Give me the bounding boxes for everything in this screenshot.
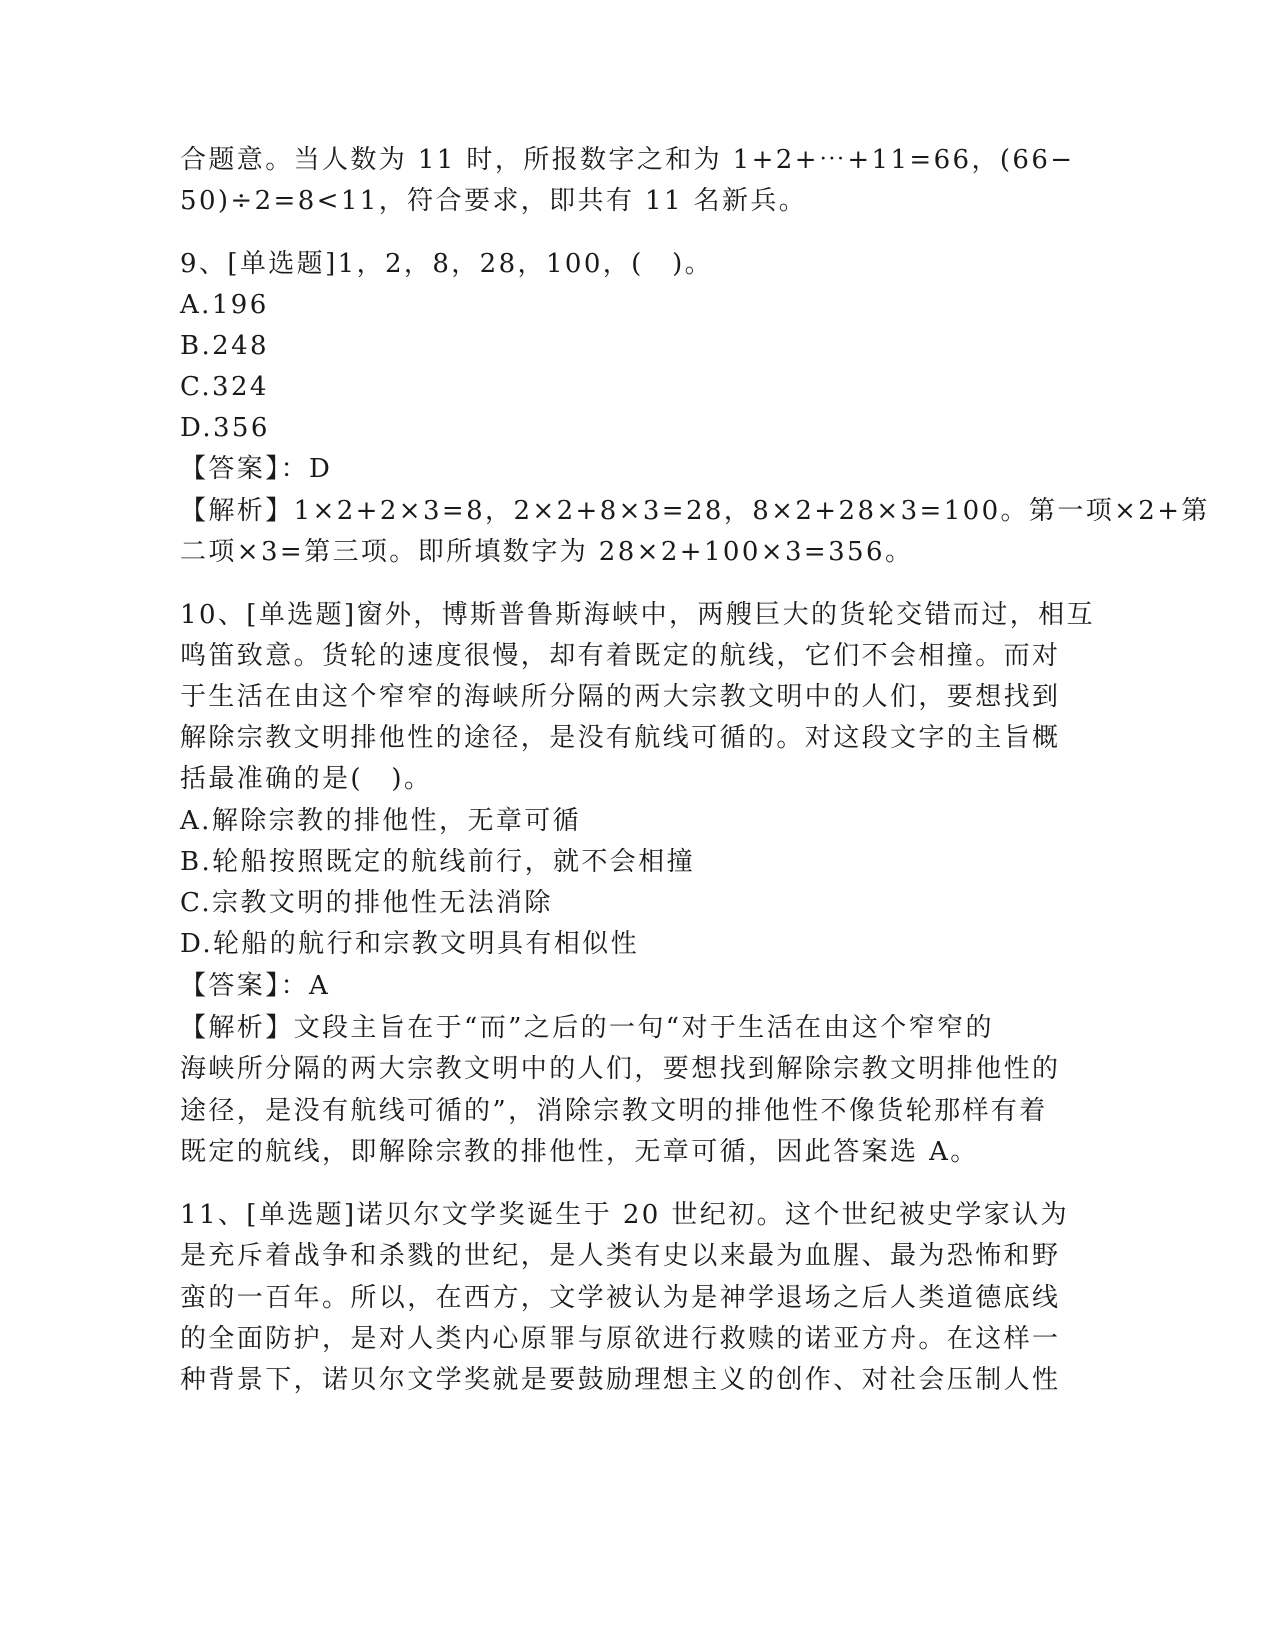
q10-analysis-line: 途径，是没有航线可循的”，消除宗教文明的排他性不像货轮那样有着 [180,1096,1048,1126]
q9-option-b: B.248 [180,331,269,361]
q9-option-d: D.356 [180,413,270,443]
q9-option-a: A.196 [180,290,269,320]
intro-line: 50)÷2=8<11，符合要求，即共有 11 名新兵。 [180,186,808,216]
question-10-stem-line: 括最准确的是( )。 [180,764,433,794]
q10-analysis-line: 海峡所分隔的两大宗教文明中的人们，要想找到解除宗教文明排他性的 [180,1054,1061,1084]
question-11-stem-line: 是充斥着战争和杀戮的世纪，是人类有史以来最为血腥、最为恐怖和野 [180,1241,1061,1271]
question-9-stem: 9、[单选题]1，2，8，28，100，( )。 [180,249,714,279]
question-10-stem-line: 解除宗教文明排他性的途径，是没有航线可循的。对这段文字的主旨概 [180,723,1061,753]
question-11-stem-line: 的全面防护，是对人类内心原罪与原欲进行救赎的诺亚方舟。在这样一 [180,1324,1061,1354]
q10-analysis-line: 既定的航线，即解除宗教的排他性，无章可循，因此答案选 A。 [180,1137,979,1167]
question-10-stem-line: 鸣笛致意。货轮的速度很慢，却有着既定的航线，它们不会相撞。而对 [180,641,1061,671]
question-11-stem-line: 种背景下，诺贝尔文学奖就是要鼓励理想主义的创作、对社会压制人性 [180,1365,1061,1395]
question-11-stem-line: 11、[单选题]诺贝尔文学奖诞生于 20 世纪初。这个世纪被史学家认为 [180,1200,1069,1230]
question-10-stem-line: 10、[单选题]窗外，博斯普鲁斯海峡中，两艘巨大的货轮交错而过，相互 [180,600,1095,630]
q10-option-a: A.解除宗教的排他性，无章可循 [180,806,582,836]
intro-line: 合题意。当人数为 11 时，所报数字之和为 1+2+⋯+11=66，(66− [180,145,1075,175]
question-11-stem-line: 蛮的一百年。所以，在西方，文学被认为是神学退场之后人类道德底线 [180,1283,1061,1313]
q9-option-c: C.324 [180,372,269,402]
q10-option-d: D.轮船的航行和宗教文明具有相似性 [180,929,639,959]
q10-option-c: C.宗教文明的排他性无法消除 [180,888,553,918]
q9-answer: 【答案】：D [180,454,333,484]
q10-option-b: B.轮船按照既定的航线前行，就不会相撞 [180,847,695,877]
q9-analysis-line: 二项×3=第三项。即所填数字为 28×2+100×3=356。 [180,537,914,567]
q9-analysis-line: 【解析】1×2+2×3=8，2×2+8×3=28，8×2+28×3=100。第一项×2+第 [180,496,1210,526]
q10-analysis-line: 【解析】文段主旨在于“而”之后的一句“对于生活在由这个窄窄的 [180,1013,994,1043]
question-10-stem-line: 于生活在由这个窄窄的海峡所分隔的两大宗教文明中的人们，要想找到 [180,682,1061,712]
q10-answer: 【答案】：A [180,971,331,1001]
